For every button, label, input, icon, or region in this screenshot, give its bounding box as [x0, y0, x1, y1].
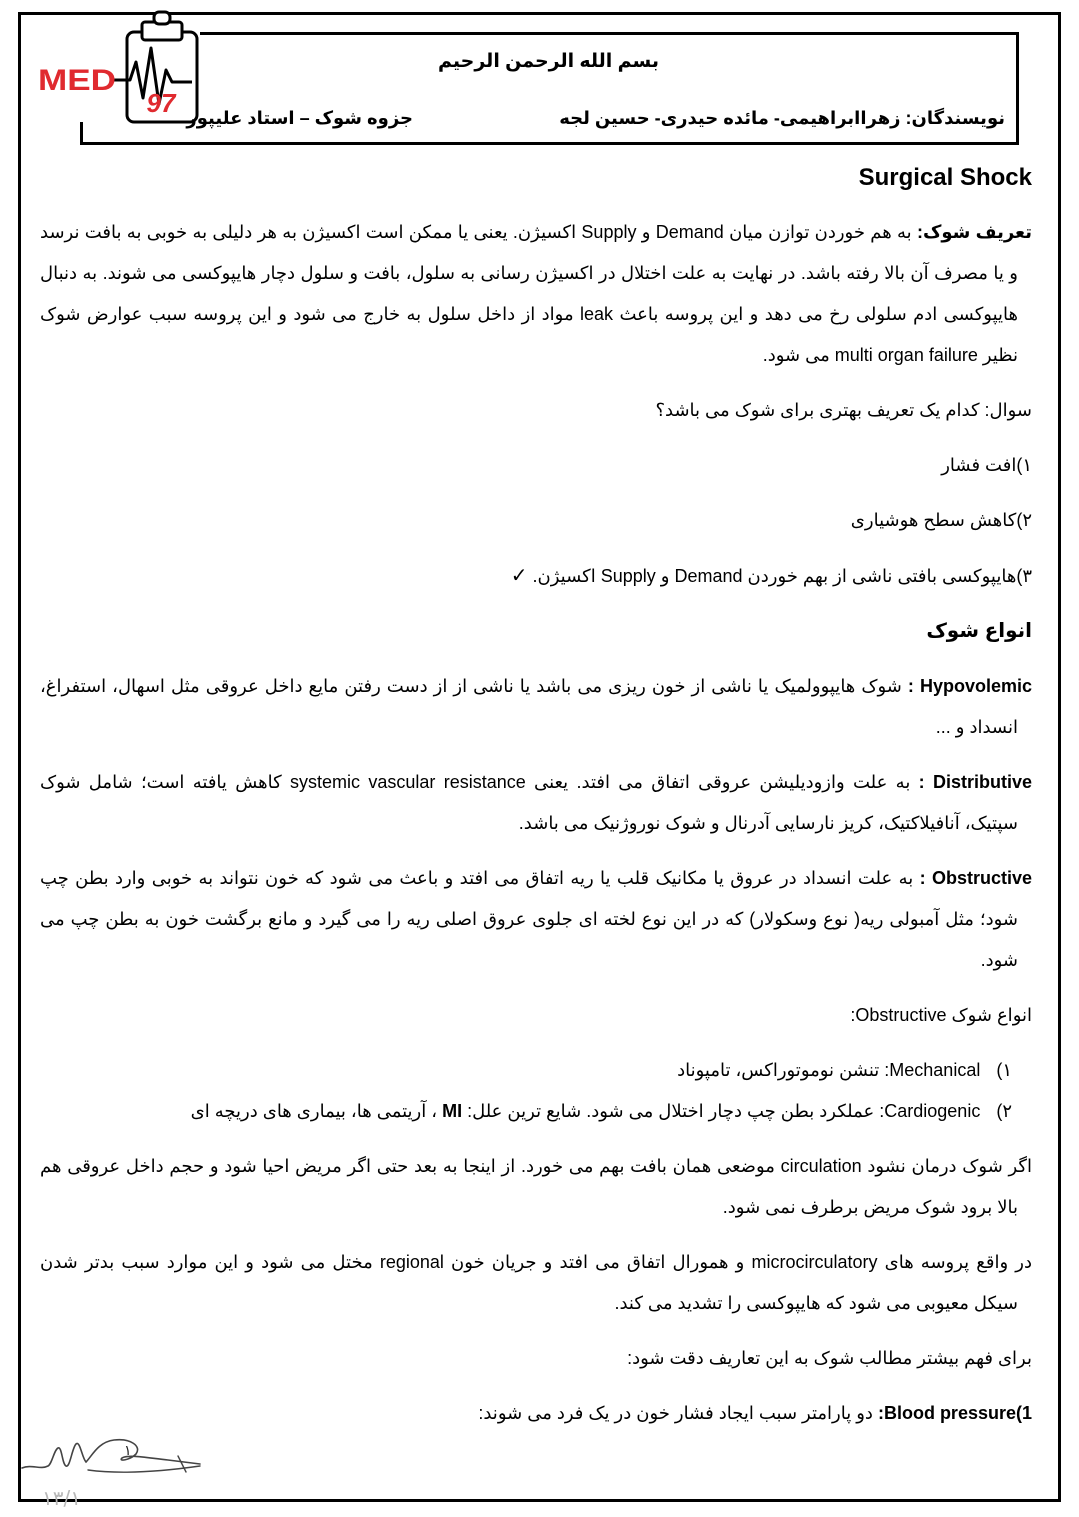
question-option: ۲)کاهش سطح هوشیاری: [850, 510, 1032, 530]
signature-page-number: [18, 1428, 208, 1486]
signature-stroke: [22, 1440, 200, 1468]
list-item-text: Mechanical: تنشن نوموتوراکس، تامپوناد: [677, 1060, 981, 1080]
circulation-paragraph: اگر شوک درمان نشود circulation موضعی همان بافت بهم می خورد. از اینجا به بعد حتی اگر مریض احیا شود و حجم داخل عروقی هم بالا برود شوک مریض برطرف نمی شود.: [40, 1156, 1033, 1217]
option-text: ۳)هایپوکسی بافتی ناشی از بهم خوردن Demand و Supply اکسیژن.: [532, 566, 1032, 586]
question-prompt: سوال: کدام یک تعریف بهتری برای شوک می باشد؟: [655, 400, 1032, 420]
question-option: ۱)افت فشار: [941, 455, 1032, 475]
shock-type-hypovolemic: [40, 666, 1032, 748]
list-item-mechanical: [40, 1050, 1032, 1091]
shock-type-text: به علت وازودیلیشن عروقی اتفاق می افتد. یعنی systemic vascular resistance کاهش یافته است؛ شامل شوک سپتیک، آنافیلاکتیک، کریز نارسایی آدرنال و شوک نوروژنیک می باشد.: [40, 772, 1018, 833]
list-number: ۱): [996, 1060, 1012, 1080]
booklet-title: جزوه شوک – استاد علیپور: [186, 108, 413, 128]
definition-label: تعریف شوک:: [916, 222, 1032, 242]
obstructive-types-heading: انواع شوک Obstructive:: [850, 1005, 1032, 1025]
checkmark-icon: ✓: [510, 563, 528, 587]
microcirculation-paragraph: در واقع پروسه های microcirculatory و همورال اتفاق می افتد و جریان خون regional مختل می شود و این موارد سبب بدتر شدن سیکل معیوبی می شود که هایپوکسی را تشدید می کند.: [40, 1252, 1033, 1313]
shock-type-label: Obstructive :: [919, 868, 1032, 888]
shock-type-text: به علت انسداد در عروق یا مکانیک قلب یا ریه اتفاق می افتد و باعث می شود که خون نتواند به خوبی وارد بطن چپ شود؛ مثل آمبولی ریه( نوع وسکولار) که در این نوع لخته ای جلوی عروق اصلی ریه را می گیرد و مانع برگشت خون به بطن چپ می شود.: [40, 868, 1018, 970]
shock-definition: [40, 212, 1032, 376]
shock-types-heading: انواع شوک: [926, 620, 1032, 642]
authors: نویسندگان: زهراابراهیمی- مائده حیدری- حسین لجه: [559, 108, 1005, 128]
header-border-top: [200, 32, 1019, 35]
list-item-cardiogenic: [40, 1091, 1032, 1132]
list-item-text: Cardiogenic: عملکرد بطن چپ دچار اختلال می شود. شایع ترین علل:: [467, 1101, 981, 1121]
question-option-correct: [40, 555, 1032, 597]
bismillah: بسم الله الرحمن الرحیم: [438, 51, 659, 72]
shock-type-distributive: [40, 762, 1032, 844]
shock-type-text: شوک هایپوولمیک یا ناشی از خون ریزی می باشد یا ناشی از از دست رفتن مایع داخل عروقی مثل اسهال، استفراغ، انسداد و ...: [40, 676, 1018, 737]
list-item-text-after: ، آریتمی ها، بیماری های دریچه ای: [190, 1101, 438, 1121]
page-reference: ۱۳/۱: [42, 1486, 81, 1510]
definition-text: به هم خوردن توازن میان Demand و Supply اکسیژن. یعنی یا ممکن است اکسیژن به هر دلیلی به خوبی به بافت نرسد و یا مصرف آن بالا رفته باشد. در نهایت به علت اختلال در اکسیژن رسانی به سلول، بافت و سلول دچار هایپوکسی می شوند. به دنبال هایپوکسی ادم سلولی رخ می دهد و این پروسه باعث leak مواد از داخل سلول به خارج می شود و این پروسه سبب عوارض شوک نظیر multi organ failure می شود.: [40, 222, 1018, 365]
blood-pressure-text: دو پارامتر سبب ایجاد فشار خون در یک فرد می شوند:: [478, 1403, 873, 1423]
header-border-bottom: [80, 142, 1019, 145]
list-number: ۲): [996, 1101, 1012, 1121]
clipboard-loop: [154, 12, 170, 24]
logo-text: MED: [38, 64, 116, 97]
obstructive-types-list: [40, 1050, 1032, 1132]
shock-type-label: Hypovolemic :: [907, 676, 1032, 696]
shock-type-obstructive: [40, 858, 1032, 981]
signature-tail: [178, 1456, 186, 1472]
shock-type-label: Distributive :: [918, 772, 1032, 792]
list-item-emphasis: MI: [442, 1101, 463, 1121]
definitions-intro: برای فهم بیشتر مطالب شوک به این تعاریف دقت شود:: [627, 1348, 1032, 1368]
blood-pressure-label: 1)Blood pressure:: [877, 1403, 1032, 1423]
logo-number: 97: [146, 88, 176, 118]
main-content: [40, 158, 1032, 1448]
page-number: ۱: [124, 1443, 132, 1459]
page-title: Surgical Shock: [858, 164, 1032, 191]
